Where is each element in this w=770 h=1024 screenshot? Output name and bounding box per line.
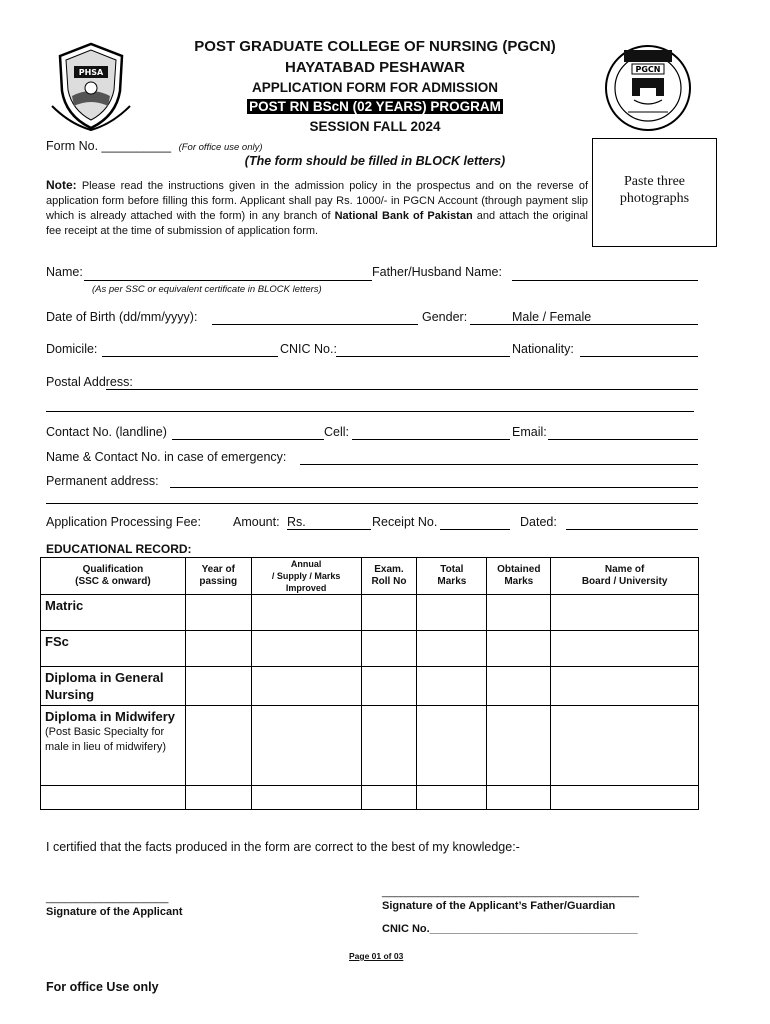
col-total: Total Marks	[417, 558, 487, 595]
photo-box[interactable]	[592, 138, 717, 247]
permanent-address-input-line[interactable]	[170, 487, 698, 488]
postal-address-label: Postal Address:	[46, 375, 133, 389]
program-title-wrap	[150, 98, 600, 116]
row-qualification: Diploma in General Nursing	[41, 667, 186, 706]
table-row	[41, 631, 699, 667]
cell[interactable]	[551, 595, 699, 631]
cell[interactable]	[361, 667, 417, 706]
gender-input-line[interactable]	[470, 324, 698, 325]
table-row	[41, 667, 699, 706]
cell[interactable]	[251, 667, 361, 706]
cell[interactable]	[417, 595, 487, 631]
dated-label: Dated:	[520, 515, 557, 529]
note-text-2: and attach the original fee receipt at the time of submission of application form.	[46, 210, 588, 237]
col-qualification: Qualification (SSC & onward)	[41, 558, 186, 595]
gender-label: Gender:	[422, 310, 468, 324]
email-input-line[interactable]	[548, 439, 698, 440]
permanent-address-label: Permanent address:	[46, 474, 159, 488]
cell[interactable]	[551, 706, 699, 786]
dated-input-line[interactable]	[566, 529, 698, 530]
receipt-input-line[interactable]	[440, 529, 510, 530]
table-row	[41, 595, 699, 631]
cell-label: Cell:	[324, 425, 350, 439]
name-hint: (As per SSC or equivalent certificate in BLOCK letters)	[92, 284, 322, 295]
cell[interactable]	[251, 631, 361, 667]
father-name-input-line[interactable]	[512, 280, 698, 281]
nationality-label: Nationality:	[512, 342, 574, 356]
postal-address-input-line[interactable]	[106, 389, 698, 390]
form-number	[46, 139, 263, 153]
amount-input-line[interactable]	[287, 529, 371, 530]
page-number: Page 01 of 03	[349, 951, 404, 961]
cell[interactable]	[417, 631, 487, 667]
phsa-logo	[50, 36, 132, 132]
applicant-signature-line[interactable]: ____________________	[46, 892, 169, 904]
cnic-input-line[interactable]	[336, 356, 510, 357]
note-label: Note:	[46, 178, 77, 192]
receipt-label: Receipt No.	[372, 515, 438, 529]
landline-label: Contact No. (landline)	[46, 425, 167, 439]
photo-box-line1: Paste three	[623, 174, 686, 189]
cell[interactable]	[487, 631, 551, 667]
father-name-label: Father/Husband Name:	[372, 265, 502, 279]
svg-text:PHSA: PHSA	[78, 68, 104, 77]
cell[interactable]	[551, 667, 699, 706]
emergency-contact-input-line[interactable]	[300, 464, 698, 465]
cell[interactable]	[251, 786, 361, 810]
row-qualification-sub: (Post Basic Specialty for male in lieu of midwifery)	[45, 726, 167, 753]
domicile-label: Domicile:	[46, 342, 98, 356]
edu-header-row	[41, 558, 699, 595]
domicile-input-line[interactable]	[102, 356, 278, 357]
dob-input-line[interactable]	[212, 324, 418, 325]
amount-label: Amount:	[233, 515, 280, 529]
photo-box-line2: photographs	[619, 191, 690, 206]
cell[interactable]	[185, 786, 251, 810]
cell[interactable]	[361, 786, 417, 810]
cell[interactable]	[185, 667, 251, 706]
name-label: Name:	[46, 265, 83, 279]
certification-text: I certified that the facts produced in the form are correct to the best of my knowledge:-	[46, 840, 520, 854]
postal-address-input-line-2[interactable]	[46, 411, 694, 412]
table-row	[41, 786, 699, 810]
cell[interactable]	[185, 595, 251, 631]
form-number-label: Form No. __________	[46, 139, 172, 153]
block-letters-note: (The form should be filled in BLOCK letters)	[244, 154, 506, 168]
cell[interactable]	[551, 786, 699, 810]
cell-input-line[interactable]	[352, 439, 510, 440]
form-number-note: (For office use only)	[178, 142, 263, 153]
college-location: HAYATABAD PESHAWAR	[284, 59, 466, 76]
session: SESSION FALL 2024	[309, 119, 441, 134]
edu-record-table	[40, 557, 699, 810]
row-qualification: Matric	[41, 595, 186, 631]
college-name: POST GRADUATE COLLEGE OF NURSING (PGCN)	[194, 38, 556, 55]
cell[interactable]	[417, 786, 487, 810]
email-label: Email:	[512, 425, 547, 439]
cell[interactable]	[487, 595, 551, 631]
emergency-contact-label: Name & Contact No. in case of emergency:	[46, 450, 287, 464]
pgcn-logo	[604, 44, 692, 132]
col-roll: Exam. Roll No	[361, 558, 417, 595]
instructions-note	[46, 178, 588, 239]
col-obtained: Obtained Marks	[487, 558, 551, 595]
row-qualification[interactable]	[41, 786, 186, 810]
col-annual: Annual / Supply / Marks Improved	[251, 558, 361, 595]
row-qualification-title: Diploma in Midwifery	[45, 709, 176, 724]
note-bank: National Bank of Pakistan	[334, 210, 473, 222]
name-input-line[interactable]	[84, 280, 372, 281]
col-year: Year of passing	[185, 558, 251, 595]
office-use-heading: For office Use only	[46, 980, 159, 994]
row-qualification: FSc	[41, 631, 186, 667]
note-text-1: Please read the instructions given in the admission policy in the prospectus and on the reverse of application form before filling this form. Applicant shall pay Rs. 1000/- in PGCN Account (through payment slip which is already attached with the form) in any branch of	[46, 180, 588, 222]
dob-label: Date of Birth (dd/mm/yyyy):	[46, 310, 198, 324]
cell[interactable]	[487, 667, 551, 706]
cell[interactable]	[417, 667, 487, 706]
landline-input-line[interactable]	[172, 439, 324, 440]
form-title: APPLICATION FORM FOR ADMISSION	[252, 80, 498, 95]
amount-currency: Rs.	[287, 515, 306, 529]
guardian-cnic[interactable]: CNIC No.__________________________________	[382, 923, 638, 935]
cell[interactable]	[185, 631, 251, 667]
cell[interactable]	[487, 786, 551, 810]
gender-options[interactable]: Male / Female	[512, 310, 592, 324]
permanent-address-input-line-2[interactable]	[46, 503, 698, 504]
cell[interactable]	[361, 631, 417, 667]
applicant-signature-label: Signature of the Applicant	[46, 906, 183, 918]
cell[interactable]	[251, 706, 361, 786]
row-qualification	[41, 706, 186, 786]
cell[interactable]	[185, 706, 251, 786]
svg-text:PGCN: PGCN	[635, 65, 661, 74]
cell[interactable]	[361, 706, 417, 786]
edu-record-title: EDUCATIONAL RECORD:	[46, 542, 192, 556]
cell[interactable]	[417, 706, 487, 786]
program-title: POST RN BScN (02 YEARS) PROGRAM	[249, 99, 501, 114]
guardian-signature-label: Signature of the Applicant’s Father/Guardian	[382, 900, 616, 912]
guardian-signature-line[interactable]: __________________________________________	[382, 886, 639, 898]
cell[interactable]	[251, 595, 361, 631]
cnic-label: CNIC No.:	[280, 342, 337, 356]
cell[interactable]	[487, 706, 551, 786]
col-board: Name of Board / University	[551, 558, 699, 595]
nationality-input-line[interactable]	[580, 356, 698, 357]
fee-label: Application Processing Fee:	[46, 515, 201, 529]
table-row	[41, 706, 699, 786]
cell[interactable]	[361, 595, 417, 631]
cell[interactable]	[551, 631, 699, 667]
